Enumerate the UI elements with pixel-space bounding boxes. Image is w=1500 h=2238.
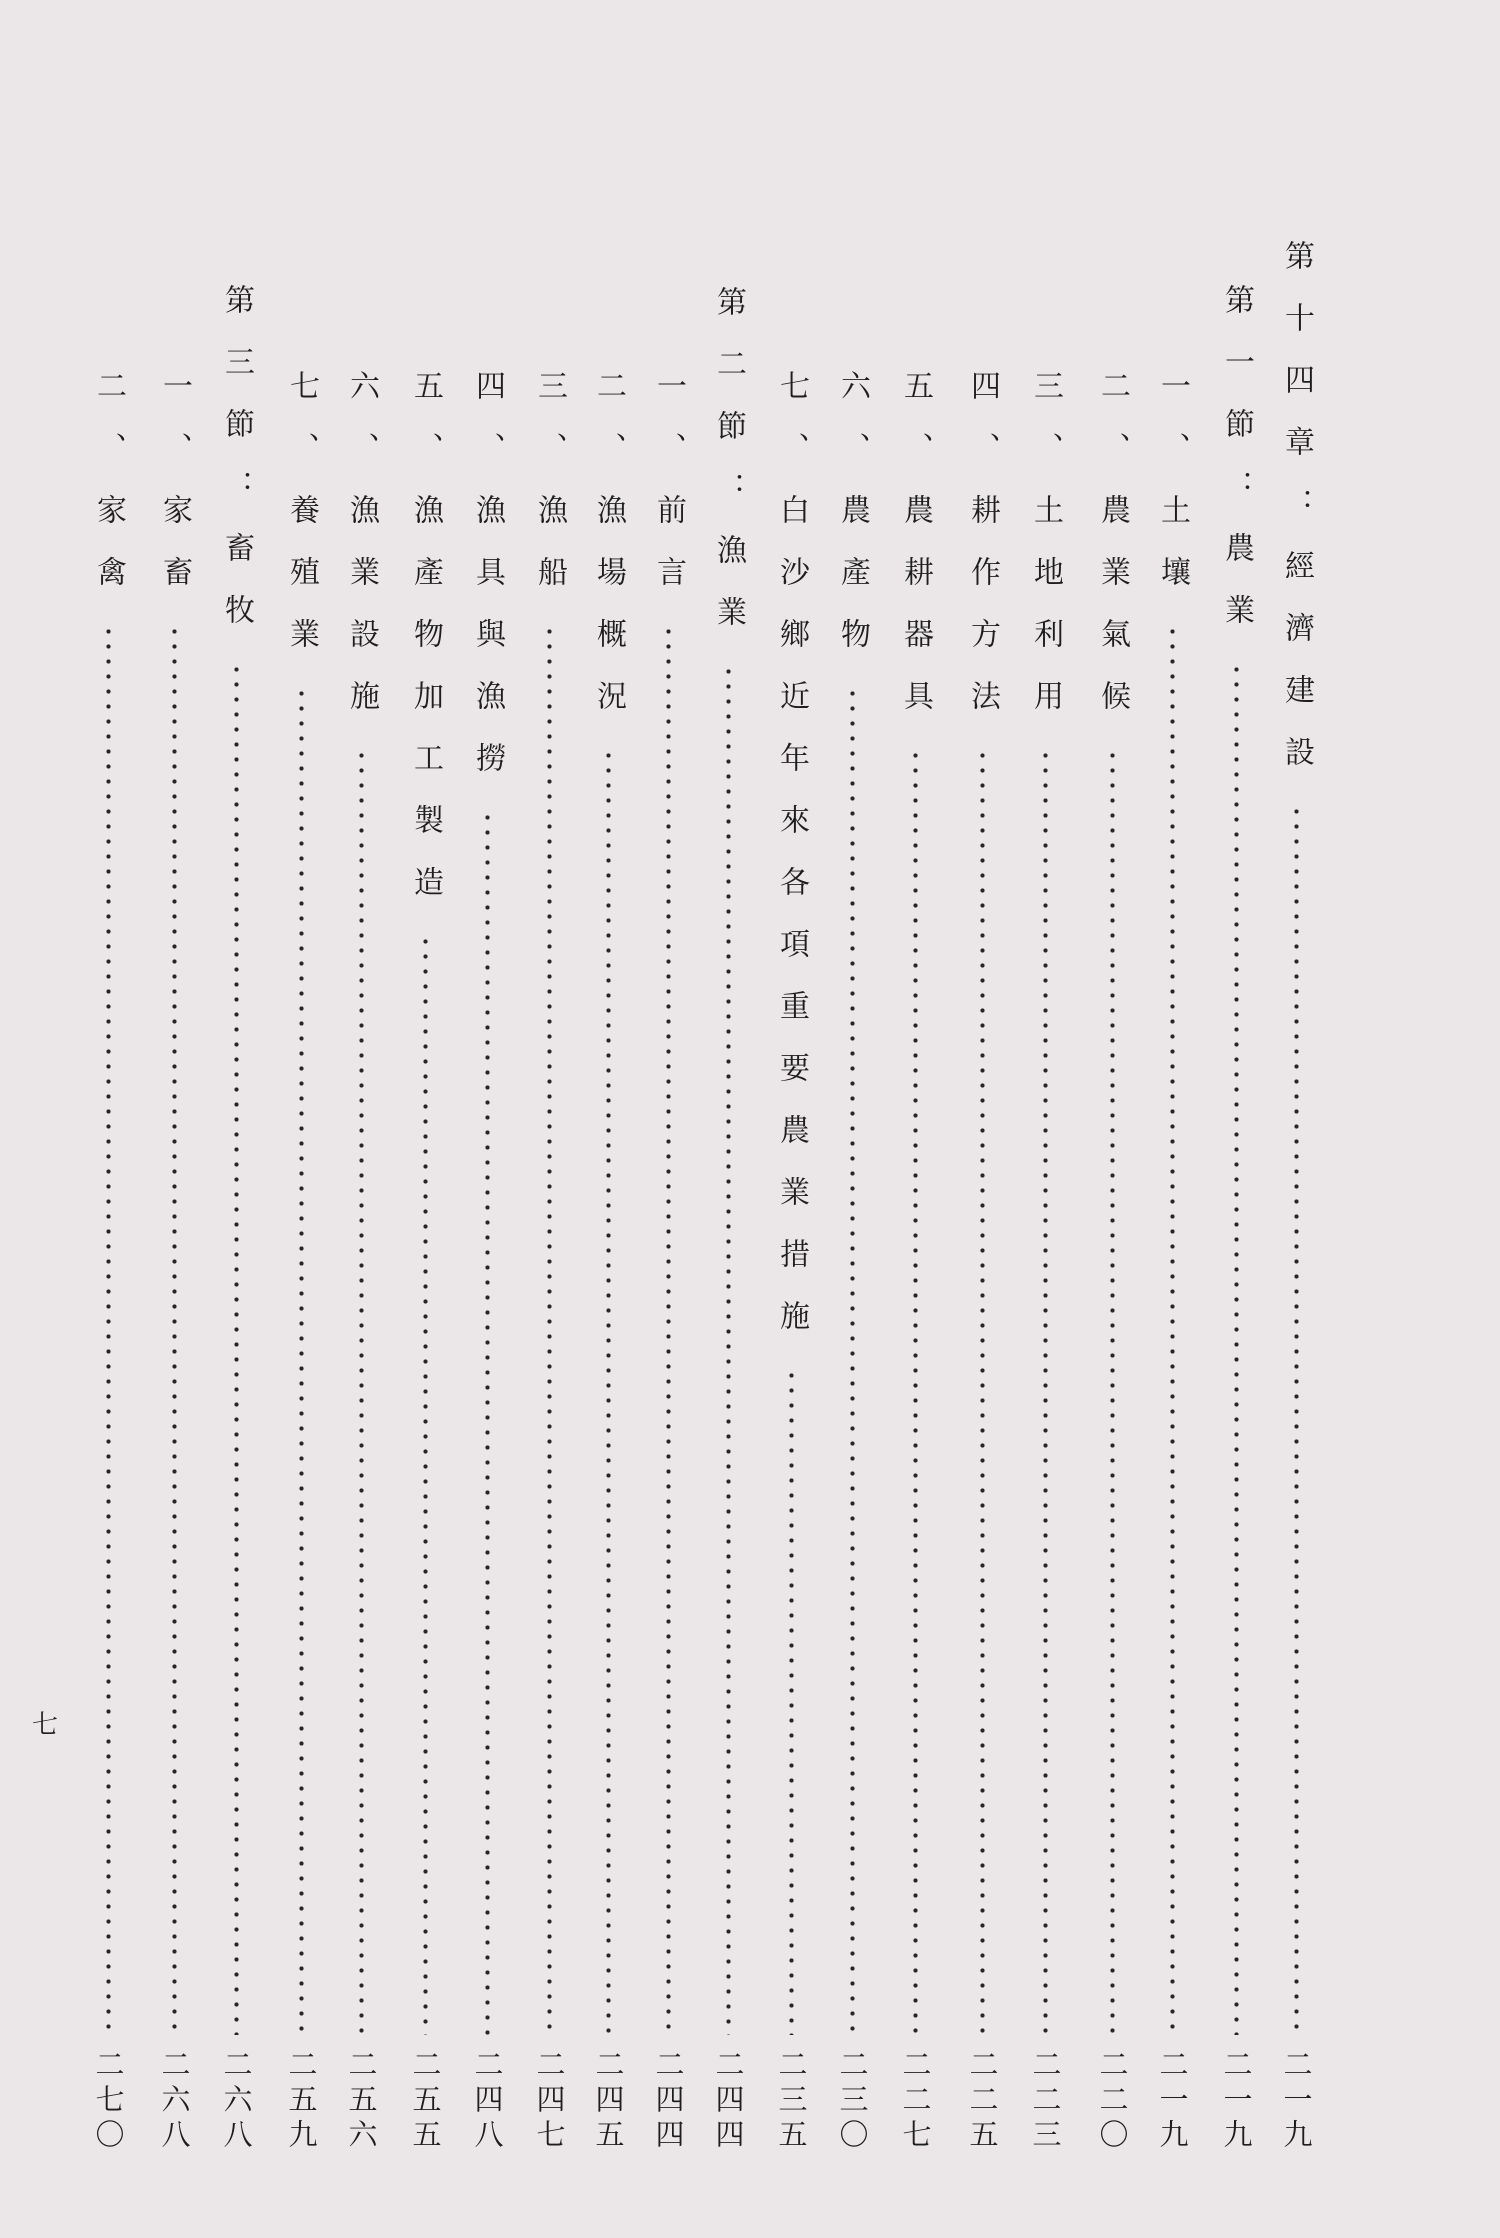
toc-entry-section bbox=[212, 0, 260, 2238]
toc-entry-item bbox=[150, 0, 198, 2238]
dot-leader bbox=[1294, 804, 1299, 2035]
entry-page-number: 二四四 bbox=[711, 2049, 746, 2154]
toc-entry-item bbox=[1148, 0, 1196, 2238]
entry-title: 二、農業氣候 bbox=[1095, 370, 1130, 742]
toc-entry-chapter bbox=[1272, 0, 1320, 2238]
entry-title: 七、白沙鄉近年來各項重要農業措施 bbox=[774, 370, 809, 1362]
entry-title: 六、漁業設施 bbox=[344, 370, 379, 742]
entry-title: 五、漁產物加工製造 bbox=[408, 370, 443, 928]
entry-title: 五、農耕器具 bbox=[898, 370, 933, 742]
entry-page-number: 二四七 bbox=[532, 2049, 567, 2154]
entry-title: 第十四章：經濟建設 bbox=[1279, 240, 1314, 798]
dot-leader bbox=[234, 662, 239, 2035]
entry-page-number: 二二三 bbox=[1028, 2049, 1063, 2154]
toc-entry-item bbox=[401, 0, 449, 2238]
toc-entry-item bbox=[463, 0, 511, 2238]
dot-leader bbox=[106, 624, 111, 2035]
entry-title: 二、家禽 bbox=[91, 370, 126, 618]
entry-page-number: 二五九 bbox=[284, 2049, 319, 2154]
dot-leader bbox=[485, 810, 490, 2035]
entry-page-number: 二四八 bbox=[470, 2049, 505, 2154]
dot-leader bbox=[726, 664, 731, 2035]
toc-entry-item bbox=[828, 0, 876, 2238]
toc-entry-item bbox=[1088, 0, 1136, 2238]
entry-title: 第二節：漁業 bbox=[711, 286, 746, 658]
dot-leader bbox=[789, 1368, 794, 2035]
entry-title: 二、漁場概況 bbox=[591, 370, 626, 742]
entry-title: 一、土壤 bbox=[1155, 370, 1190, 618]
entry-page-number: 二二七 bbox=[898, 2049, 933, 2154]
toc-entry-section bbox=[1212, 0, 1260, 2238]
entry-title: 一、前言 bbox=[651, 370, 686, 618]
entry-page-number: 二六八 bbox=[157, 2049, 192, 2154]
entry-title: 六、農產物 bbox=[835, 370, 870, 680]
entry-title: 四、漁具與漁撈 bbox=[470, 370, 505, 804]
dot-leader bbox=[606, 748, 611, 2035]
entry-page-number: 二三五 bbox=[774, 2049, 809, 2154]
toc-entry-item bbox=[84, 0, 132, 2238]
entry-page-number: 二一九 bbox=[1279, 2049, 1314, 2154]
entry-page-number: 二一九 bbox=[1219, 2049, 1254, 2154]
dot-leader bbox=[1043, 748, 1048, 2035]
entry-page-number: 二七〇 bbox=[91, 2049, 126, 2154]
dot-leader bbox=[1170, 624, 1175, 2035]
toc-entry-item bbox=[891, 0, 939, 2238]
page-number: 七 bbox=[32, 1710, 59, 1740]
entry-page-number: 二一九 bbox=[1155, 2049, 1190, 2154]
entry-page-number: 二四五 bbox=[591, 2049, 626, 2154]
dot-leader bbox=[1110, 748, 1115, 2035]
dot-leader bbox=[913, 748, 918, 2035]
toc-entry-item bbox=[337, 0, 385, 2238]
dot-leader bbox=[359, 748, 364, 2035]
dot-leader bbox=[299, 686, 304, 2035]
toc-entry-item bbox=[1021, 0, 1069, 2238]
entry-page-number: 二三〇 bbox=[835, 2049, 870, 2154]
entry-title: 第一節：農業 bbox=[1219, 284, 1254, 656]
dot-leader bbox=[423, 934, 428, 2035]
toc-entry-section bbox=[704, 0, 752, 2238]
toc-entry-item bbox=[644, 0, 692, 2238]
entry-title: 一、家畜 bbox=[157, 370, 192, 618]
entry-page-number: 二五六 bbox=[344, 2049, 379, 2154]
entry-title: 三、土地利用 bbox=[1028, 370, 1063, 742]
entry-title: 七、養殖業 bbox=[284, 370, 319, 680]
entry-page-number: 二六八 bbox=[219, 2049, 254, 2154]
dot-leader bbox=[547, 624, 552, 2035]
toc-entry-item bbox=[525, 0, 573, 2238]
entry-title: 第三節：畜牧 bbox=[219, 284, 254, 656]
entry-page-number: 二四四 bbox=[651, 2049, 686, 2154]
entry-title: 四、耕作方法 bbox=[965, 370, 1000, 742]
entry-page-number: 二二五 bbox=[965, 2049, 1000, 2154]
toc-entry-item bbox=[277, 0, 325, 2238]
dot-leader bbox=[1234, 662, 1239, 2035]
entry-title: 三、漁船 bbox=[532, 370, 567, 618]
dot-leader bbox=[666, 624, 671, 2035]
entry-page-number: 二五五 bbox=[408, 2049, 443, 2154]
toc-entry-item bbox=[584, 0, 632, 2238]
toc-entry-item bbox=[767, 0, 815, 2238]
dot-leader bbox=[172, 624, 177, 2035]
dot-leader bbox=[980, 748, 985, 2035]
entry-page-number: 二二〇 bbox=[1095, 2049, 1130, 2154]
toc-entry-item bbox=[958, 0, 1006, 2238]
dot-leader bbox=[850, 686, 855, 2035]
